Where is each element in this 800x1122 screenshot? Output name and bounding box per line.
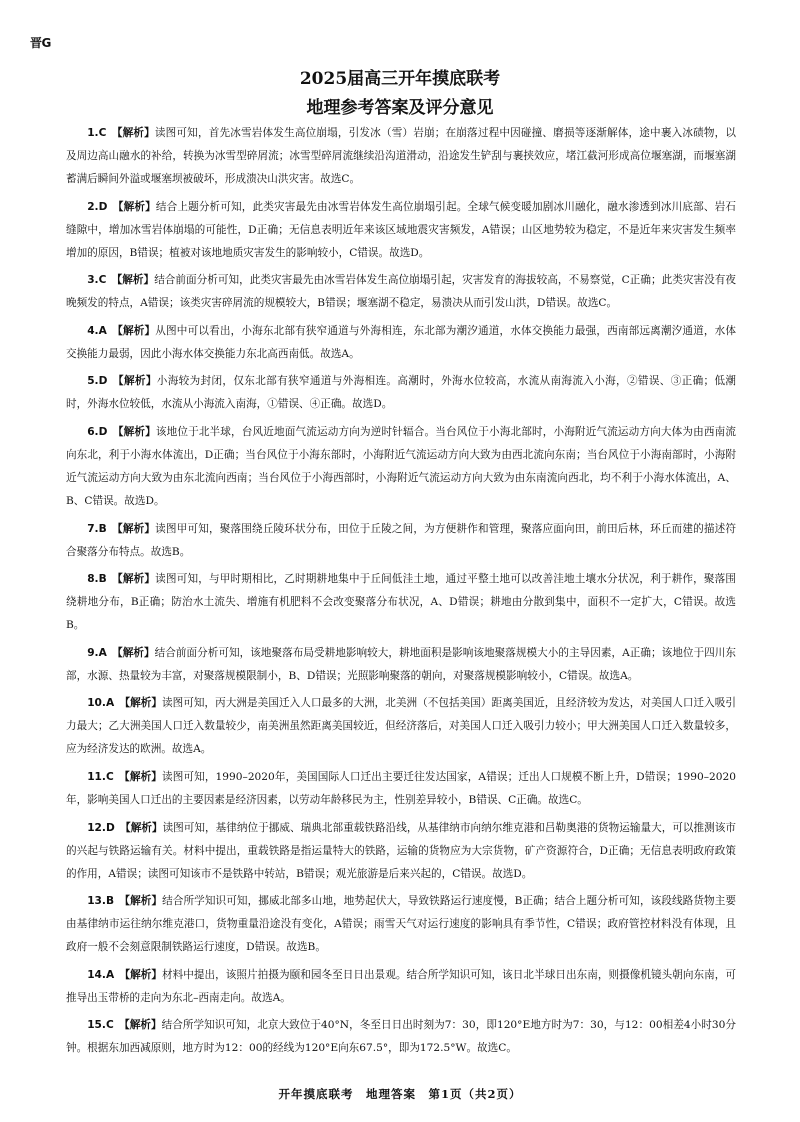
page-footer: 开年摸底联考 地理答案 第1页（共2页） xyxy=(278,1087,522,1101)
answer-explanation: 结合上题分析可知，此类灾害最先由冰雪岩体发生高位崩塌引起。全球气候变暖加剧冰川融化，融水渗透到冰川底部、岩石缝隙中，增加冰雪岩体崩塌的可能性，D正确；无信息表明近年来该区域地震灾害频发，A错误；山区地势较为稳定，不是近年来灾害发生频率增加的原因，B错误；植被对该地地质灾害发生的影响较小，C错误。故选D。 xyxy=(66,200,736,259)
answer-subtitle: 地理参考答案及评分意见 xyxy=(306,98,494,118)
answer-item xyxy=(66,518,736,564)
answer-item xyxy=(66,122,736,191)
analysis-tag: 【解析】 xyxy=(111,522,156,535)
analysis-tag: 【解析】 xyxy=(112,375,157,388)
answer-number: 12.D xyxy=(87,821,115,834)
analysis-tag: 【解析】 xyxy=(112,646,155,659)
answer-item xyxy=(66,766,736,812)
answer-item xyxy=(66,320,736,366)
answer-number: 7.B xyxy=(87,522,107,535)
answer-item xyxy=(66,370,736,416)
answer-explanation: 读图可知，基律纳位于挪威、瑞典北部重载铁路沿线，从基律纳市向纳尔维克港和吕勒奥港的货物运输量大，可以推测该市的兴起与铁路运输有关。材料中提出，重载铁路是指运量特大的铁路，运输的货物应为大宗货物，矿产资源符合，D正确；无信息表明政府政策的作用，A错误；读图可知该市不是铁路中转站，B错误；观光旅游是后来兴起的，C错误。故选D。 xyxy=(66,821,737,880)
answer-number: 3.C xyxy=(87,274,107,287)
answer-item xyxy=(66,568,736,637)
answer-number: 1.C xyxy=(87,127,107,139)
answer-number: 5.D xyxy=(87,375,108,388)
answer-item xyxy=(66,642,736,688)
answer-item xyxy=(66,964,736,1010)
answer-number: 13.B xyxy=(87,895,115,908)
answer-number: 4.A xyxy=(87,324,107,337)
answer-explanation: 该地位于北半球，台风近地面气流运动方向为逆时针辐合。当台风位于小海北部时，小海附近气流运动方向大体为由西南流向东北，利于小海水体流出，D正确；当台风位于小海东部时，小海附近气流运动方向大致为由西北流向东南；当台风位于小海南部时，小海附近气流运动方向大致为由东北流向西南；当台风位于小海西部时，小海附近气流运动方向大致为由东南流向西北，均不利于小海水体流出，A、B、C错误。故选D。 xyxy=(66,425,736,507)
answer-explanation: 读图甲可知，聚落围绕丘陵环状分布，田位于丘陵之间，为方便耕作和管理，聚落应面向田，前田后林，环丘而建的描述符合聚落分布特点。故选B。 xyxy=(66,522,736,558)
analysis-tag: 【解析】 xyxy=(120,821,163,834)
answer-number: 15.C xyxy=(87,1019,114,1032)
analysis-tag: 【解析】 xyxy=(119,770,162,783)
analysis-tag: 【解析】 xyxy=(112,324,156,337)
answer-explanation: 读图可知，与甲时期相比，乙时期耕地集中于丘间低洼土地，通过平整土地可以改善洼地土壤水分状况，利于耕作，聚落围绕耕地分布，B正确；防治水土流失、增施有机肥料不会改变聚落分布状况，A、D错误；耕地由分散到集中，面积不一定扩大，C错误。故选B。 xyxy=(66,573,736,632)
analysis-tag: 【解析】 xyxy=(111,274,155,287)
answer-explanation: 从图中可以看出，小海东北部有狭窄通道与外海相连，东北部为潮汐通道，水体交换能力最强，西南部远离潮汐通道，水体交换能力最弱，因此小海水体交换能力东北高西南低。故选A。 xyxy=(66,324,737,360)
answer-explanation: 结合前面分析可知，该地聚落布局受耕地影响较大，耕地面积是影响该地聚落规模大小的主导因素，A正确；该地位于四川东部，水源、热量较为丰富，对聚落规模限制小，B、D错误；光照影响聚落的朝向，对聚落规模影响较小，C错误。故选A。 xyxy=(66,646,736,682)
analysis-tag: 【解析】 xyxy=(119,1019,162,1032)
answer-explanation: 结合所学知识可知，挪威北部多山地，地势起伏大，导致铁路运行速度慢，B正确；结合上题分析可知，该段线路货物主要由基律纳市运往纳尔维克港口，货物重量沿途没有变化，A错误；雨雪天气对运行速度的影响具有季节性，C错误；政府管控材料没有体现，且政府一般不会刻意限制铁路运行速度，D错误。故选B。 xyxy=(66,895,737,954)
answer-item xyxy=(66,269,736,315)
answer-list xyxy=(66,122,736,1065)
analysis-tag: 【解析】 xyxy=(119,968,163,981)
answer-number: 9.A xyxy=(87,646,107,659)
answer-number: 11.C xyxy=(87,770,114,783)
answer-item xyxy=(66,196,736,265)
analysis-tag: 【解析】 xyxy=(112,425,156,438)
answer-explanation: 结合前面分析可知，此类灾害最先由冰雪岩体发生高位崩塌引起，灾害发育的海拔较高，不易察觉，C正确；此类灾害没有夜晚频发的特点，A错误；该类灾害碎屑流的规模较大，B错误；堰塞湖不稳定，易溃决从而引发山洪，D错误。故选C。 xyxy=(66,274,736,310)
answer-item xyxy=(66,890,736,959)
answer-explanation: 材料中提出，该照片拍摄为颐和园冬至日日出景观。结合所学知识可知，该日北半球日出东南，则摄像机镜头朝向东南，可推导出玉带桥的走向为东北–西南走向。故选A。 xyxy=(66,968,737,1004)
answer-explanation: 结合所学知识可知，北京大致位于40°N，冬至日日出时刻为7：30，即120°E地方时为7：30，与12：00相差4小时30分钟。根据东加西减原则，地方时为12：00的经线为120°E向东67.5°，即为172.5°W。故选C。 xyxy=(66,1019,737,1055)
analysis-tag: 【解析】 xyxy=(119,895,163,908)
analysis-tag: 【解析】 xyxy=(111,573,156,586)
answer-number: 14.A xyxy=(87,968,115,981)
answer-number: 2.D xyxy=(87,200,108,213)
analysis-tag: 【解析】 xyxy=(119,697,163,710)
answer-number: 6.D xyxy=(87,425,108,438)
answer-explanation: 读图可知，丙大洲是美国迁入人口最多的大洲，北美洲（不包括美国）距离美国近，且经济较为发达，对美国人口迁入吸引力最大；乙大洲美国人口迁入数量较少，南美洲虽然距离美国较近，但经济落后，对美国人口迁入吸引力较小；甲大洲美国人口迁入数量较多，应为经济发达的欧洲。故选A。 xyxy=(66,697,737,756)
answer-item xyxy=(66,817,736,886)
analysis-tag: 【解析】 xyxy=(112,200,156,213)
answer-item xyxy=(66,421,736,513)
answer-explanation: 读图可知，1990–2020年，美国国际人口迁出主要迁往发达国家，A错误；迁出人口规模不断上升，D错误；1990–2020年，影响美国人口迁出的主要因素是经济因素，以劳动年龄移民为主，性别差异较小，B错误、C正确。故选C。 xyxy=(66,770,736,806)
answer-explanation: 读图可知，首先冰雪岩体发生高位崩塌，引发冰（雪）岩崩；在崩落过程中因碰撞、磨损等逐渐解体，途中裹入冰碛物，以及周边高山融水的补给，转换为冰雪型碎屑流；冰雪型碎屑流继续沿沟道滑动，沿途发生铲刮与裹挟效应，堵江截河形成高位堰塞湖，而堰塞湖蓄满后瞬间外溢或堰塞坝被破坏，形成溃决山洪灾害。故选C。 xyxy=(66,127,737,185)
answer-number: 8.B xyxy=(87,573,107,586)
brand-logo: 晋G xyxy=(30,36,51,50)
answer-number: 10.A xyxy=(87,697,115,710)
answer-item xyxy=(66,692,736,761)
analysis-tag: 【解析】 xyxy=(111,127,155,139)
exam-title: 2025届高三开年摸底联考 xyxy=(299,69,501,89)
answer-explanation: 小海较为封闭，仅东北部有狭窄通道与外海相连。高潮时，外海水位较高，水流从南海流入小海，②错误、③正确；低潮时，外海水位较低，水流从小海流入南海，①错误、④正确。故选D。 xyxy=(66,375,737,411)
answer-item xyxy=(66,1014,736,1060)
